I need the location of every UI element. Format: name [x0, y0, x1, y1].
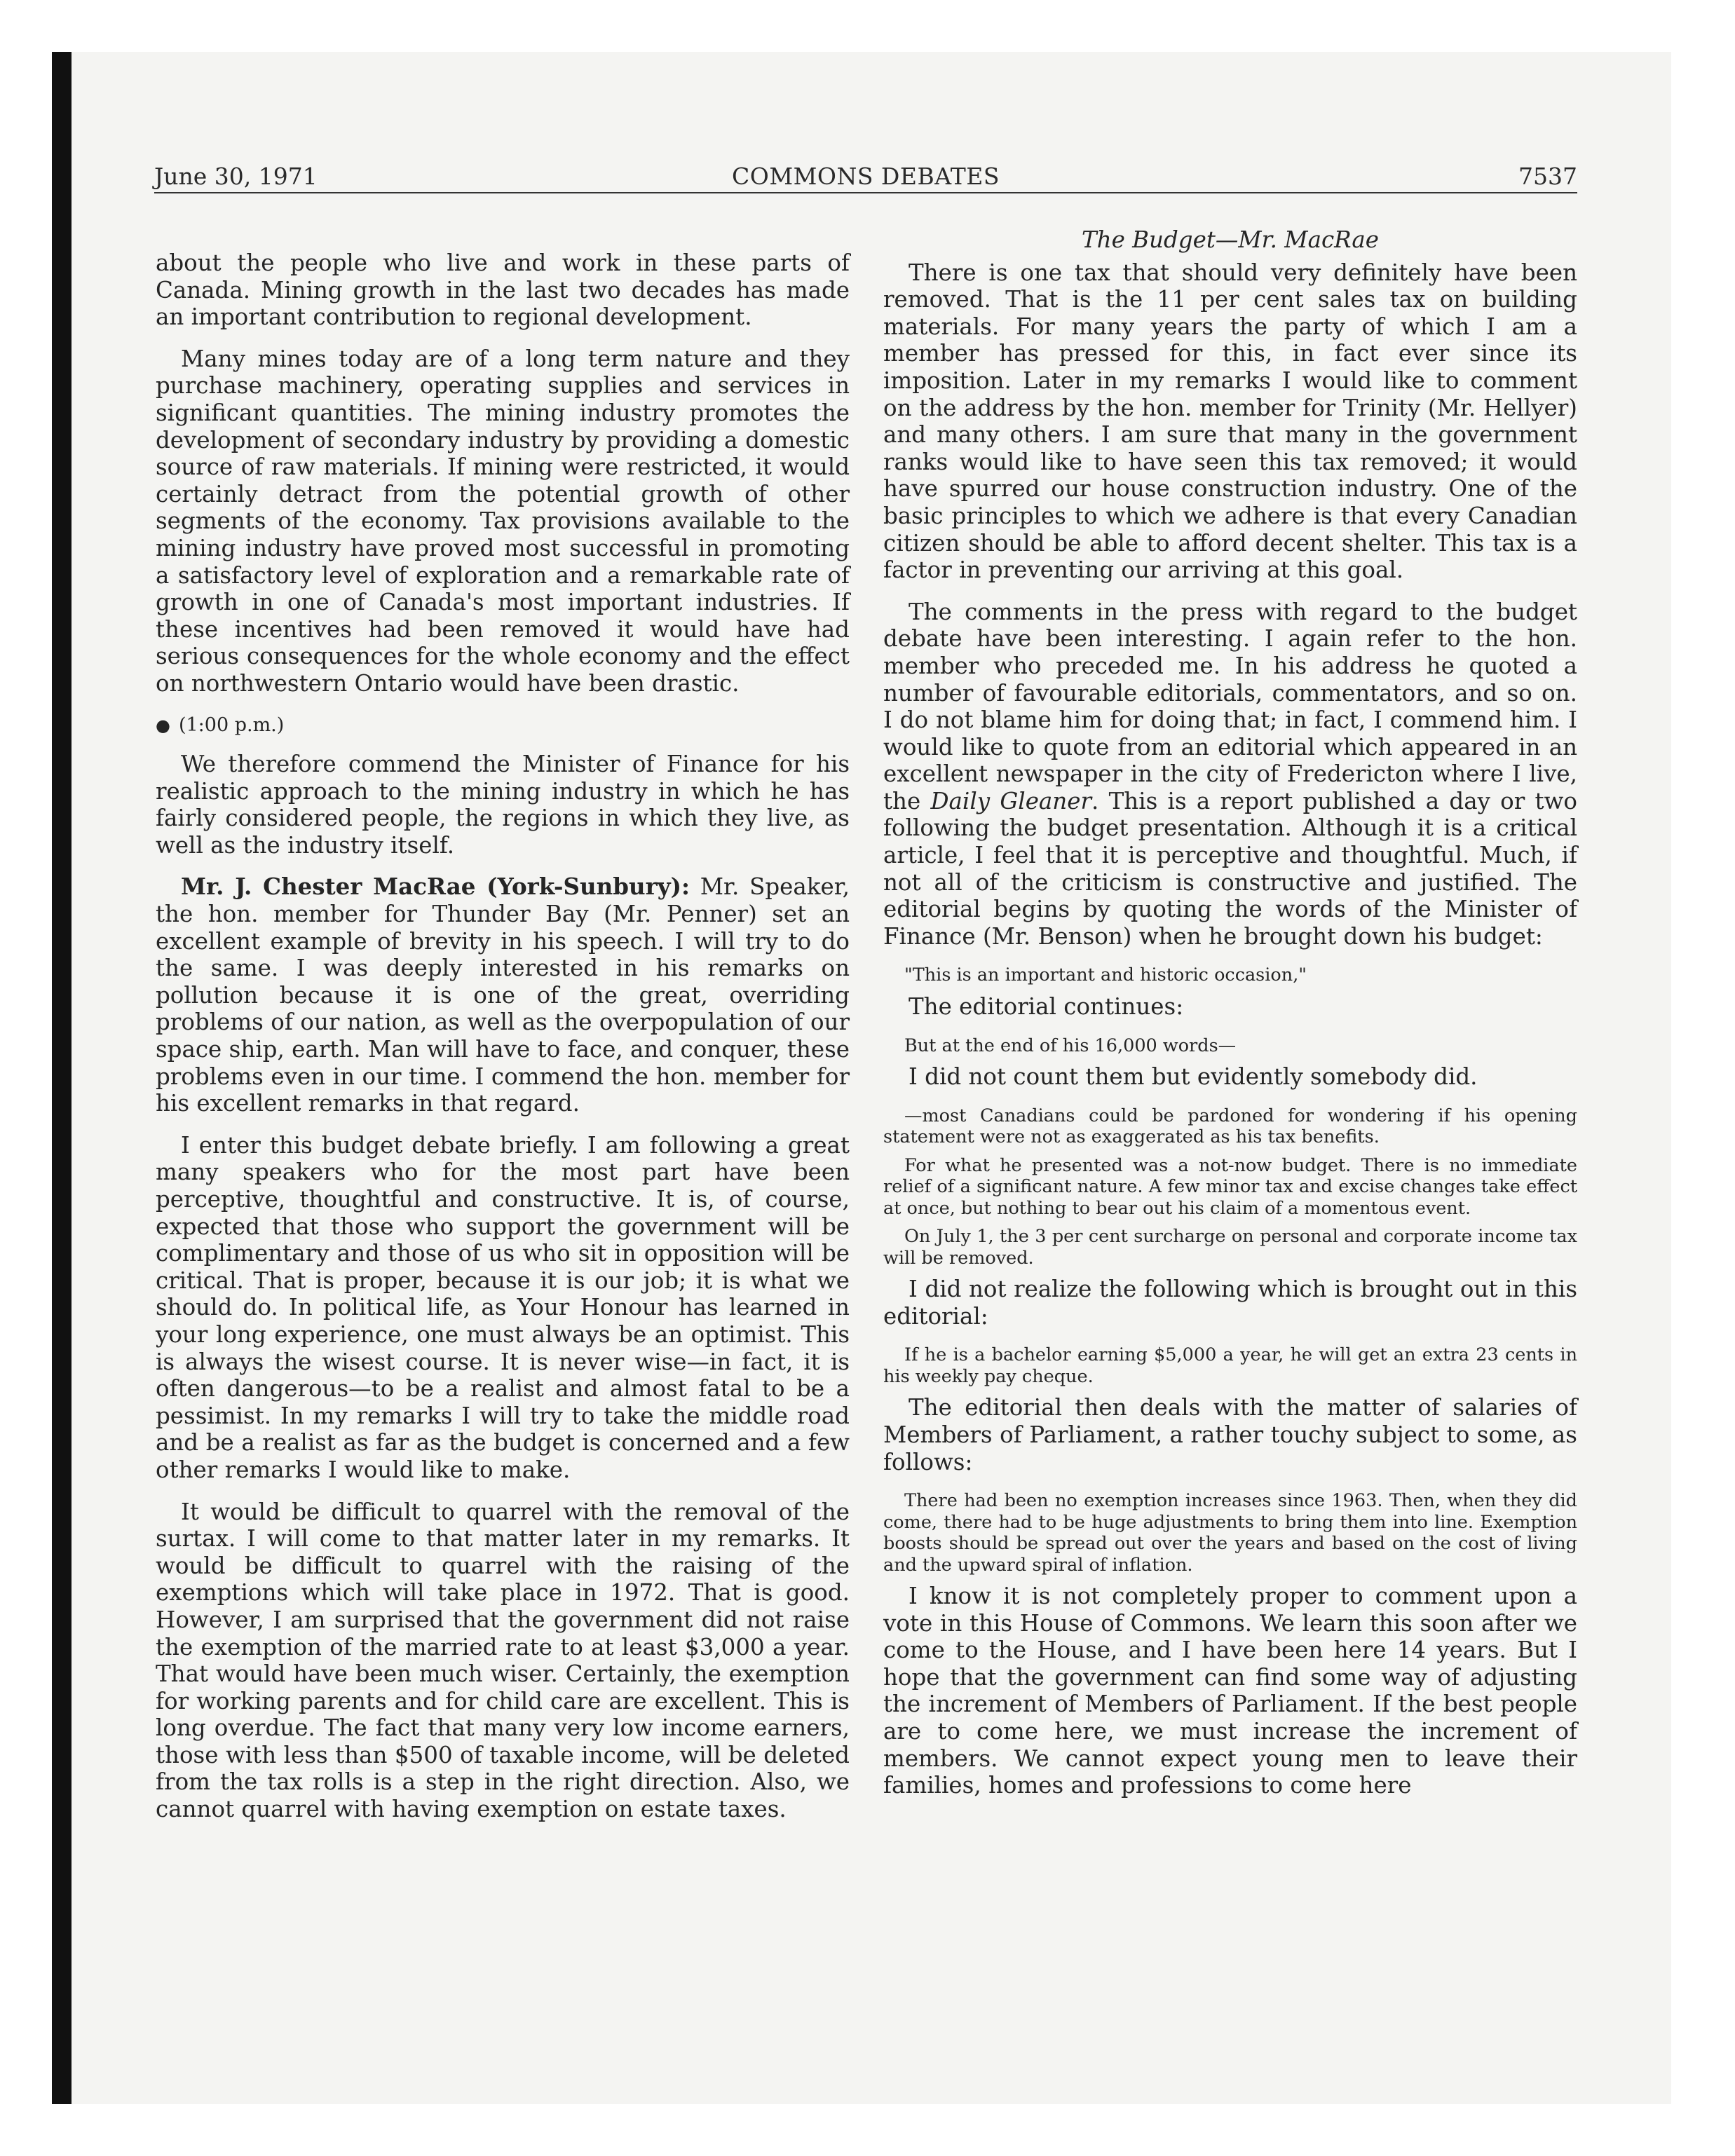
paragraph: Many mines today are of a long term nature and they purchase machinery, operating supplies and services in significant quantities. The mining industry promotes the development of secondary industry by providing a domestic source of raw materials. If mining were restricted, it would certainly detract from the potential growth of other segments of the economy. Tax provisions available to the mining industry have proved most successful in promoting a satisfactory level of exploration and a remarkable rate of growth in one of Canada's most important industries. If these incentives had been removed it would have had serious consequences for the whole economy and the effect on northwestern Ontario would have been drastic.	[156, 345, 850, 697]
bullet-icon: ●	[156, 715, 170, 735]
quotation: For what he presented was a not-now budget. There is no immediate relief of a significant nature. A few minor tax and excise changes take effect at once, but nothing to bear out his claim of a momentous event.	[883, 1154, 1577, 1219]
paragraph	[883, 599, 1577, 950]
header-title: COMMONS DEBATES	[732, 163, 1000, 190]
paragraph: I know it is not completely proper to comment upon a vote in this House of Commons. We learn this soon after we come to the House, and I have been here 14 years. But I hope that the government can find some way of adjusting the increment of Members of Parliament. If the best people are to come here, we must increase the increment of members. We cannot expect young men to leave their families, homes and professions to come here	[883, 1583, 1577, 1799]
binding-edge	[52, 52, 72, 2104]
quotation: On July 1, the 3 per cent surcharge on personal and corporate income tax will be removed.	[883, 1226, 1577, 1269]
quotation: "This is an important and historic occasion,"	[904, 964, 1307, 986]
paragraph: I enter this budget debate briefly. I am following a great many speakers who for the most part have been perceptive, thoughtful and constructive. It is, of course, expected that those who support the government will be complimentary and those of us who sit in opposition will be critical. That is proper, because it is our job; it is what we should do. In political life, as Your Honour has learned in your long experience, one must always be an optimist. This is always the wisest course. It is never wise—in fact, it is often dangerous—to be a realist and almost fatal to be a pessimist. In my remarks I will try to take the middle road and be a realist as far as the budget is concerned and a few other remarks I would like to make.	[156, 1131, 850, 1483]
paragraph: We therefore commend the Minister of Finance for his realistic approach to the mining industry in which he has fairly considered people, the regions in which they live, as well as the industry itself.	[156, 751, 850, 859]
paragraph: It would be difficult to quarrel with the removal of the surtax. I will come to that matter later in my remarks. It would be difficult to quarrel with the raising of the exemptions which will take place in 1972. That is good. However, I am surprised that the government did not raise the exemption of the married rate to at least $3,000 a year. That would have been much wiser. Certainly, the exemption for working parents and for child care are excellent. This is long overdue. The fact that many very low income earners, those with less than $500 of taxable income, will be deleted from the tax rolls is a step in the right direction. Also, we cannot quarrel with having exemption on estate taxes.	[156, 1498, 850, 1823]
page-number: 7537	[1518, 163, 1577, 190]
time-stamp: (1:00 p.m.)	[178, 714, 285, 736]
speech-text: Mr. Speaker, the hon. member for Thunder Bay (Mr. Penner) set an excellent example of brevity in his speech. I will try to do the same. I was deeply interested in his remarks on pollution because it is one of the great, overriding problems of our nation, as well as the overpopulation of our space ship, earth. Man will have to face, and conquer, these problems even in our time. I commend the hon. member for his excellent remarks in that regard.	[156, 873, 850, 1117]
left-column	[156, 250, 850, 1838]
right-column	[883, 226, 1577, 1814]
paragraph-text: The comments in the press with regard to the budget debate have been interesting. I again refer to the hon. member who preceded me. In his address he quoted a number of favourable editorials, commentators, and so on. I do not blame him for doing that; in fact, I commend him. I would like to quote from an editorial which appeared in an excellent newspaper in the city of Fredericton where I live, the	[883, 598, 1577, 814]
page-header	[154, 163, 1577, 193]
speaker-name: Mr. J. Chester MacRae (York-Sunbury):	[181, 873, 690, 901]
header-date: June 30, 1971	[154, 163, 318, 190]
paragraph-text: . This is a report published a day or two following the budget presentation. Although it is a critical article, I feel that it is perceptive and thoughtful. Much, if not all of the criticism is constructive and justified. The editorial begins by quoting the words of the Minister of Finance (Mr. Benson) when he brought down his budget:	[883, 787, 1577, 950]
paragraph: I did not realize the following which is brought out in this editorial:	[883, 1276, 1577, 1330]
time-marker	[156, 712, 850, 739]
newspaper-name: Daily Gleaner	[930, 787, 1092, 814]
quotation: But at the end of his 16,000 words—	[904, 1035, 1237, 1056]
quotation: If he is a bachelor earning $5,000 a year, he will get an extra 23 cents in his weekly pay cheque.	[883, 1344, 1577, 1387]
paragraph: I did not count them but evidently somebody did.	[909, 1063, 1478, 1091]
paragraph: The editorial continues:	[909, 992, 1184, 1020]
paragraph: The editorial then deals with the matter of salaries of Members of Parliament, a rather touchy subject to some, as follows:	[883, 1394, 1577, 1475]
quotation: There had been no exemption increases since 1963. Then, when they did come, there had to be huge adjustments to bring them into line. Exemption boosts should be spread out over the years and based on the cost of living and the upward spiral of inflation.	[883, 1490, 1577, 1576]
paragraph: about the people who live and work in these parts of Canada. Mining growth in the last two decades has made an important contribution to regional development.	[156, 250, 850, 331]
quotation: —most Canadians could be pardoned for wondering if his opening statement were not as exaggerated as his tax benefits.	[883, 1105, 1577, 1148]
running-head: The Budget—Mr. MacRae	[1082, 226, 1379, 253]
speech-paragraph	[156, 873, 850, 1117]
paragraph: There is one tax that should very definitely have been removed. That is the 11 per cent sales tax on building materials. For many years the party of which I am a member has pressed for this, in fact ever since its imposition. Later in my remarks I would like to comment on the address by the hon. member for Trinity (Mr. Hellyer) and many others. I am sure that many in the government ranks would like to have seen this tax removed; it would have spurred our house construction industry. One of the basic principles to which we adhere is that every Canadian citizen should be able to afford decent shelter. This tax is a factor in preventing our arriving at this goal.	[883, 259, 1577, 584]
